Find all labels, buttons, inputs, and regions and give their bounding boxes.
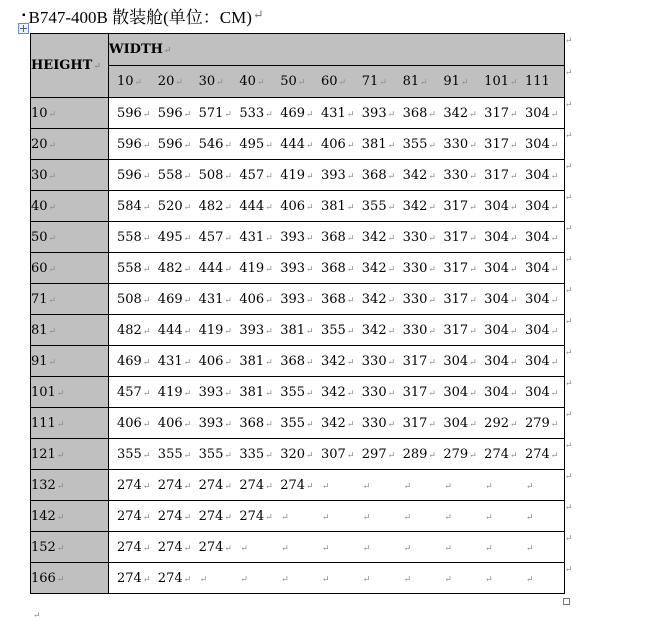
table-cell: 495↵ bbox=[239, 136, 273, 152]
table-cell: 297↵ bbox=[361, 446, 396, 462]
table-cell: 393↵ bbox=[198, 384, 232, 400]
table-cell: 289↵ bbox=[402, 446, 436, 462]
table-cell: 330↵ bbox=[443, 167, 477, 183]
width-value: 50↵ bbox=[280, 74, 306, 89]
table-cell: 368↵ bbox=[320, 260, 355, 276]
table-cell: 304↵ bbox=[524, 291, 559, 307]
table-cell: ↵ bbox=[525, 574, 534, 585]
row-values bbox=[109, 532, 565, 563]
table-cell: 317↵ bbox=[402, 384, 436, 400]
row-values bbox=[109, 501, 565, 532]
table-move-handle-icon[interactable] bbox=[18, 23, 29, 34]
height-value: 40↵ bbox=[31, 191, 109, 222]
row-values bbox=[109, 253, 565, 284]
table-cell: 274↵ bbox=[117, 508, 151, 524]
table-cell: ↵ bbox=[403, 543, 412, 554]
table-cell: 307↵ bbox=[320, 446, 355, 462]
table-cell: 431↵ bbox=[157, 353, 192, 369]
table-cell: 558↵ bbox=[117, 229, 151, 245]
table-cell: 457↵ bbox=[117, 384, 151, 400]
table-cell: 342↵ bbox=[402, 167, 436, 183]
table-cell: 482↵ bbox=[117, 322, 151, 338]
row-end-mark: ↵ bbox=[565, 99, 573, 110]
row-values bbox=[109, 129, 565, 160]
table-cell: 469↵ bbox=[280, 105, 314, 121]
table-cell: ↵ bbox=[281, 574, 289, 585]
table-cell: 304↵ bbox=[524, 353, 559, 369]
table-cell: 355↵ bbox=[320, 322, 355, 338]
width-value: 20↵ bbox=[157, 74, 183, 89]
table-cell: ↵ bbox=[485, 512, 493, 523]
table-cell: 330↵ bbox=[361, 353, 396, 369]
table-cell: 342↵ bbox=[361, 229, 396, 245]
table-cell: 317↵ bbox=[443, 260, 477, 276]
table-cell: 431↵ bbox=[239, 229, 273, 245]
table-cell: 274↵ bbox=[239, 508, 273, 524]
table-cell: 317↵ bbox=[443, 291, 477, 307]
table-cell: 381↵ bbox=[239, 353, 273, 369]
table-cell: 304↵ bbox=[443, 384, 477, 400]
row-values bbox=[109, 346, 565, 377]
height-value: 60↵ bbox=[31, 253, 109, 284]
table-cell: 304↵ bbox=[484, 291, 518, 307]
table-cell: 406↵ bbox=[280, 198, 314, 214]
table-cell: 330↵ bbox=[402, 260, 436, 276]
row-end-mark: ↵ bbox=[565, 67, 573, 78]
table-cell: 596↵ bbox=[117, 105, 151, 121]
table-row bbox=[31, 439, 565, 470]
table-cell: 330↵ bbox=[402, 291, 436, 307]
table-cell: 274↵ bbox=[157, 570, 192, 586]
width-value: 101↵ bbox=[484, 74, 518, 89]
table-cell: ↵ bbox=[485, 481, 493, 492]
table-cell: 342↵ bbox=[320, 415, 355, 431]
table-cell: 431↵ bbox=[198, 291, 232, 307]
table-cell: 368↵ bbox=[320, 291, 355, 307]
table-cell: 355↵ bbox=[280, 384, 314, 400]
row-end-mark: ↵ bbox=[565, 533, 573, 544]
table-cell: 355↵ bbox=[361, 198, 396, 214]
row-end-mark: ↵ bbox=[565, 409, 573, 420]
height-value: 111↵ bbox=[31, 408, 109, 439]
table-cell: 274↵ bbox=[157, 477, 192, 493]
paragraph-mark: ↵ bbox=[33, 611, 41, 621]
row-end-mark: ↵ bbox=[565, 35, 573, 46]
width-value: 30↵ bbox=[198, 74, 224, 89]
table-cell: 444↵ bbox=[198, 260, 232, 276]
table-cell: 317↵ bbox=[402, 353, 436, 369]
size-table bbox=[30, 33, 565, 594]
table-cell: 596↵ bbox=[157, 105, 192, 121]
table-cell: 393↵ bbox=[280, 229, 314, 245]
table-cell: 393↵ bbox=[320, 167, 355, 183]
table-cell: 274↵ bbox=[239, 477, 273, 493]
table-cell: 317↵ bbox=[443, 322, 477, 338]
table-cell: ↵ bbox=[403, 574, 412, 585]
table-cell: ↵ bbox=[403, 481, 412, 492]
height-value: 121↵ bbox=[31, 439, 109, 470]
table-cell: 406↵ bbox=[320, 136, 355, 152]
table-cell: 596↵ bbox=[157, 136, 192, 152]
height-value: 101↵ bbox=[31, 377, 109, 408]
table-cell: 431↵ bbox=[320, 105, 355, 121]
table-cell: 342↵ bbox=[320, 353, 355, 369]
table-cell: 342↵ bbox=[402, 198, 436, 214]
table-cell: 355↵ bbox=[280, 415, 314, 431]
table-cell: 368↵ bbox=[320, 229, 355, 245]
table-row bbox=[31, 98, 565, 129]
table-cell: 335↵ bbox=[239, 446, 273, 462]
table-cell: 304↵ bbox=[484, 229, 518, 245]
table-cell: 304↵ bbox=[524, 198, 559, 214]
table-cell: ↵ bbox=[321, 543, 330, 554]
table-cell: 495↵ bbox=[157, 229, 192, 245]
table-cell: 304↵ bbox=[484, 198, 518, 214]
height-value: 50↵ bbox=[31, 222, 109, 253]
table-cell: 558↵ bbox=[157, 167, 192, 183]
table-cell: 419↵ bbox=[280, 167, 314, 183]
table-cell: ↵ bbox=[485, 574, 493, 585]
table-row bbox=[31, 501, 565, 532]
row-values bbox=[109, 470, 565, 501]
table-cell: 393↵ bbox=[198, 415, 232, 431]
row-end-mark: ↵ bbox=[565, 254, 573, 265]
table-cell: 292↵ bbox=[484, 415, 518, 431]
height-value: 71↵ bbox=[31, 284, 109, 315]
table-cell: 274↵ bbox=[198, 539, 232, 555]
row-end-mark: ↵ bbox=[565, 130, 573, 141]
row-end-mark: ↵ bbox=[565, 471, 573, 482]
table-cell: 274↵ bbox=[280, 477, 314, 493]
table-cell: 381↵ bbox=[239, 384, 273, 400]
height-value: 91↵ bbox=[31, 346, 109, 377]
table-cell: 393↵ bbox=[280, 260, 314, 276]
paragraph-mark: ↵ bbox=[252, 7, 264, 22]
table-cell: 419↵ bbox=[198, 322, 232, 338]
table-cell: ↵ bbox=[444, 481, 452, 492]
table-row bbox=[31, 222, 565, 253]
table-cell: ↵ bbox=[321, 512, 330, 523]
row-values bbox=[109, 563, 565, 594]
table-cell: 406↵ bbox=[117, 415, 151, 431]
document-title bbox=[22, 4, 264, 26]
row-end-mark: ↵ bbox=[565, 223, 573, 234]
table-row bbox=[31, 129, 565, 160]
table-cell: 317↵ bbox=[402, 415, 436, 431]
table-cell: ↵ bbox=[444, 543, 452, 554]
table-cell: 274↵ bbox=[157, 508, 192, 524]
row-values bbox=[109, 377, 565, 408]
table-cell: 419↵ bbox=[239, 260, 273, 276]
table-cell: ↵ bbox=[362, 481, 371, 492]
table-cell: 274↵ bbox=[524, 446, 559, 462]
table-cell: 520↵ bbox=[157, 198, 192, 214]
table-cell: 584↵ bbox=[117, 198, 151, 214]
table-cell: 444↵ bbox=[280, 136, 314, 152]
table-cell: ↵ bbox=[362, 543, 371, 554]
width-values-row bbox=[109, 66, 565, 98]
table-cell: 274↵ bbox=[198, 508, 232, 524]
table-cell: 368↵ bbox=[239, 415, 273, 431]
table-row bbox=[31, 160, 565, 191]
bullet-icon: ▪ bbox=[22, 9, 26, 21]
table-cell: 393↵ bbox=[239, 322, 273, 338]
table-cell: 381↵ bbox=[361, 136, 396, 152]
table-cell: 368↵ bbox=[402, 105, 436, 121]
table-cell: 381↵ bbox=[280, 322, 314, 338]
table-cell: ↵ bbox=[281, 543, 289, 554]
table-cell: 304↵ bbox=[443, 415, 477, 431]
row-end-mark: ↵ bbox=[565, 564, 573, 575]
table-cell: ↵ bbox=[444, 574, 452, 585]
table-row bbox=[31, 408, 565, 439]
table-cell: 274↵ bbox=[198, 477, 232, 493]
row-end-mark: ↵ bbox=[565, 285, 573, 296]
table-cell: 330↵ bbox=[402, 229, 436, 245]
table-cell: 304↵ bbox=[524, 167, 559, 183]
width-value: 91↵ bbox=[443, 74, 469, 89]
table-cell: 304↵ bbox=[524, 136, 559, 152]
width-value: 81↵ bbox=[402, 74, 428, 89]
table-cell: ↵ bbox=[444, 512, 452, 523]
table-cell: 274↵ bbox=[157, 539, 192, 555]
row-end-mark: ↵ bbox=[565, 316, 573, 327]
table-cell: 320↵ bbox=[280, 446, 314, 462]
row-values bbox=[109, 98, 565, 129]
table-cell: 444↵ bbox=[239, 198, 273, 214]
table-cell: 406↵ bbox=[198, 353, 232, 369]
table-cell: 355↵ bbox=[117, 446, 151, 462]
table-cell: 279↵ bbox=[524, 415, 559, 431]
row-values bbox=[109, 408, 565, 439]
table-cell: 444↵ bbox=[157, 322, 192, 338]
width-value: 71↵ bbox=[361, 74, 387, 89]
height-value: 30↵ bbox=[31, 160, 109, 191]
table-cell: 457↵ bbox=[198, 229, 232, 245]
table-cell: 317↵ bbox=[484, 136, 518, 152]
width-value: 111 bbox=[524, 74, 550, 89]
table-cell: 304↵ bbox=[484, 353, 518, 369]
table-cell: 381↵ bbox=[320, 198, 355, 214]
row-values bbox=[109, 191, 565, 222]
table-cell: 304↵ bbox=[524, 105, 559, 121]
table-cell: 393↵ bbox=[280, 291, 314, 307]
table-cell: 274↵ bbox=[484, 446, 518, 462]
row-values bbox=[109, 160, 565, 191]
table-cell: 317↵ bbox=[443, 198, 477, 214]
table-cell: 457↵ bbox=[239, 167, 273, 183]
table-cell: 304↵ bbox=[443, 353, 477, 369]
table-cell: 304↵ bbox=[524, 322, 559, 338]
table-cell: 274↵ bbox=[117, 570, 151, 586]
row-end-mark: ↵ bbox=[565, 192, 573, 203]
table-row bbox=[31, 470, 565, 501]
table-row bbox=[31, 284, 565, 315]
table-cell: 596↵ bbox=[117, 136, 151, 152]
row-values bbox=[109, 222, 565, 253]
width-value: 60↵ bbox=[320, 74, 347, 89]
row-values bbox=[109, 439, 565, 470]
table-cell: 355↵ bbox=[198, 446, 232, 462]
table-cell: 596↵ bbox=[117, 167, 151, 183]
row-values bbox=[109, 315, 565, 346]
width-header: WIDTH↵ bbox=[109, 34, 565, 66]
table-cell: ↵ bbox=[403, 512, 412, 523]
table-cell: 508↵ bbox=[198, 167, 232, 183]
height-value: 142↵ bbox=[31, 501, 109, 532]
table-cell: ↵ bbox=[525, 481, 534, 492]
table-row bbox=[31, 377, 565, 408]
table-cell: 304↵ bbox=[524, 260, 559, 276]
row-end-mark: ↵ bbox=[565, 347, 573, 358]
height-header: HEIGHT↵ bbox=[31, 34, 109, 98]
table-row bbox=[31, 346, 565, 377]
table-cell: 274↵ bbox=[117, 539, 151, 555]
table-cell: 393↵ bbox=[361, 105, 396, 121]
table-cell: 330↵ bbox=[443, 136, 477, 152]
table-cell: ↵ bbox=[240, 574, 248, 585]
table-cell: ↵ bbox=[525, 512, 534, 523]
table-cell: 317↵ bbox=[484, 105, 518, 121]
table-cell: 546↵ bbox=[198, 136, 232, 152]
table-cell: 330↵ bbox=[361, 415, 396, 431]
table-resize-handle[interactable] bbox=[563, 598, 570, 605]
row-end-mark: ↵ bbox=[565, 502, 573, 513]
table-cell: 279↵ bbox=[443, 446, 477, 462]
row-values bbox=[109, 284, 565, 315]
table-cell: 304↵ bbox=[484, 322, 518, 338]
table-cell: 342↵ bbox=[361, 260, 396, 276]
table-cell: 330↵ bbox=[361, 384, 396, 400]
table-cell: 304↵ bbox=[484, 384, 518, 400]
height-value: 20↵ bbox=[31, 129, 109, 160]
table-row bbox=[31, 315, 565, 346]
table-cell: 533↵ bbox=[239, 105, 273, 121]
table-cell: 571↵ bbox=[198, 105, 232, 121]
table-cell: 342↵ bbox=[443, 105, 477, 121]
table-cell: 317↵ bbox=[484, 167, 518, 183]
table-cell: 304↵ bbox=[484, 260, 518, 276]
table-cell: ↵ bbox=[321, 574, 330, 585]
table-cell: ↵ bbox=[525, 543, 534, 554]
table-cell: 368↵ bbox=[361, 167, 396, 183]
height-value: 166↵ bbox=[31, 563, 109, 594]
table-cell: 274↵ bbox=[117, 477, 151, 493]
table-row bbox=[31, 532, 565, 563]
width-value: 10↵ bbox=[117, 74, 143, 89]
table-cell: 508↵ bbox=[117, 291, 151, 307]
table-cell: 406↵ bbox=[239, 291, 273, 307]
table-cell: 482↵ bbox=[157, 260, 192, 276]
table-cell: ↵ bbox=[281, 512, 289, 523]
row-end-mark: ↵ bbox=[565, 378, 573, 389]
table-cell: 355↵ bbox=[157, 446, 192, 462]
table-cell: ↵ bbox=[240, 543, 248, 554]
table-cell: 304↵ bbox=[524, 229, 559, 245]
table-cell: 469↵ bbox=[157, 291, 192, 307]
table-cell: 558↵ bbox=[117, 260, 151, 276]
height-value: 132↵ bbox=[31, 470, 109, 501]
table-row bbox=[31, 253, 565, 284]
width-value: 40↵ bbox=[239, 74, 265, 89]
table-cell: 482↵ bbox=[198, 198, 232, 214]
table-row bbox=[31, 563, 565, 594]
height-value: 10↵ bbox=[31, 98, 109, 129]
table-cell: 330↵ bbox=[402, 322, 436, 338]
table-cell: 317↵ bbox=[443, 229, 477, 245]
table-cell: ↵ bbox=[321, 481, 330, 492]
table-cell: 355↵ bbox=[402, 136, 436, 152]
table-cell: 342↵ bbox=[361, 322, 396, 338]
row-end-mark: ↵ bbox=[565, 161, 573, 172]
title-text: B747-400B 散装舱(单位：CM) bbox=[28, 7, 252, 27]
table-cell: ↵ bbox=[362, 512, 371, 523]
table-row bbox=[31, 191, 565, 222]
table-cell: 342↵ bbox=[320, 384, 355, 400]
table-cell: 406↵ bbox=[157, 415, 192, 431]
table-cell: 469↵ bbox=[117, 353, 151, 369]
height-value: 152↵ bbox=[31, 532, 109, 563]
height-value: 81↵ bbox=[31, 315, 109, 346]
table-cell: ↵ bbox=[485, 543, 493, 554]
table-cell: 342↵ bbox=[361, 291, 396, 307]
table-cell: 419↵ bbox=[157, 384, 192, 400]
row-end-mark: ↵ bbox=[565, 440, 573, 451]
table-cell: ↵ bbox=[199, 574, 208, 585]
table-cell: 368↵ bbox=[280, 353, 314, 369]
table-cell: 304↵ bbox=[524, 384, 559, 400]
table-cell: ↵ bbox=[362, 574, 371, 585]
